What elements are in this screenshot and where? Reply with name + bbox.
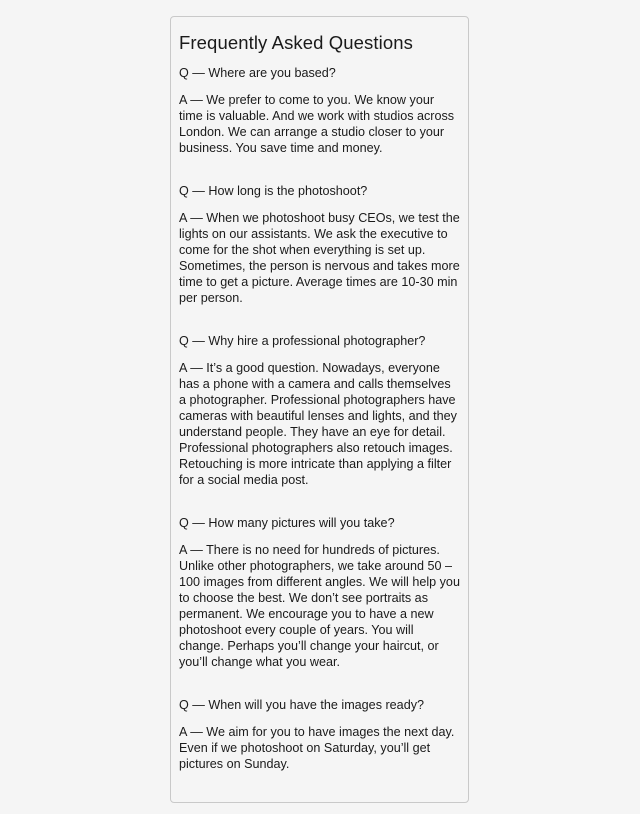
faq-answer: A — There is no need for hundreds of pictures. Unlike other photographers, we take around 50 – 100 images from different angles. We will help you to choose the best. We don’t see portraits as permanent. We encourage you to have a new photoshoot every couple of years. You will change. Perhaps you’ll change your haircut, or you’ll change what you wear.	[179, 543, 460, 669]
faq-item	[179, 65, 460, 156]
faq-question: Q — How long is the photoshoot?	[179, 184, 368, 198]
faq-answer: A — It’s a good question. Nowadays, everyone has a phone with a camera and calls themselves a photographer. Professional photographers have cameras with beautiful lenses and lights, and they understand people. They have an eye for detail. Professional photographers also retouch images. Retouching is more intricate than applying a filter for a social media post.	[179, 361, 457, 487]
faq-item	[179, 183, 460, 306]
faq-answer: A — We prefer to come to you. We know your time is valuable. And we work with studios across London. We can arrange a studio closer to your business. You save time and money.	[179, 93, 455, 155]
faq-question: Q — Where are you based?	[179, 66, 336, 80]
faq-title: Frequently Asked Questions	[179, 32, 413, 53]
faq-answer: A — We aim for you to have images the next day. Even if we photoshoot on Saturday, you’ll get pictures on Sunday.	[179, 725, 455, 771]
faq-item	[179, 697, 460, 772]
faq-card	[170, 16, 469, 803]
faq-item	[179, 333, 460, 488]
faq-question: Q — How many pictures will you take?	[179, 516, 395, 530]
faq-question: Q — Why hire a professional photographer?	[179, 334, 426, 348]
faq-answer: A — When we photoshoot busy CEOs, we test the lights on our assistants. We ask the executive to come for the shot when everything is set up. Sometimes, the person is nervous and takes more time to get a picture. Average times are 10-30 min per person.	[179, 211, 460, 305]
faq-item	[179, 515, 460, 670]
faq-question: Q — When will you have the images ready?	[179, 698, 424, 712]
